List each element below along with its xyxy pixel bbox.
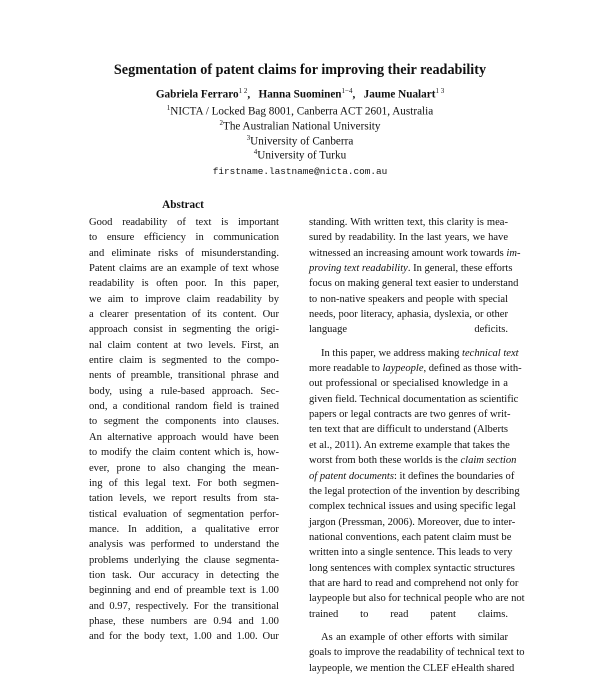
text-line (309, 591, 525, 606)
text-line (309, 392, 519, 407)
text-segment: standing. With written text, this clarity is mea- (309, 217, 508, 228)
text-segment: out professional or specialised knowledge in a (309, 378, 508, 390)
text-line (309, 499, 516, 514)
text-line (309, 246, 521, 261)
abstract-line: problems underlying the clause segmenta- (89, 554, 279, 566)
affiliation-line (0, 104, 600, 118)
text-segment: As an example of other efforts with similar (321, 631, 508, 643)
author-name: Hanna Suominen (258, 88, 342, 101)
text-line (309, 469, 515, 484)
affiliation-line (0, 134, 600, 148)
abstract-line: and 0.97, respectively. For the transitional (89, 600, 279, 612)
text-segment: laypeople, we mention the CLEF eHealth shared (309, 662, 515, 674)
text-line (309, 422, 508, 437)
text-segment: , defined as those with- (423, 363, 522, 375)
abstract-line: and eliminate risks of misunderstanding. (89, 247, 279, 259)
abstract-line: Patent claims are an example of text whose (89, 263, 279, 275)
author-list: Gabriela Ferraro$^{1 2}$, Hanna Suominen$^{1-4}$, Jaume Nualart$^{1 3}$ (155, 87, 445, 101)
abstract-heading: Abstract (162, 199, 204, 211)
paper-title: Segmentation of patent claims for improving their readability (113, 62, 487, 78)
contact-email: firstname.lastname@nicta.com.au (212, 166, 388, 177)
abstract-line: tion task. Our accuracy in detecting the (89, 569, 279, 581)
abstract-line: An alternative approach would have been (89, 431, 279, 443)
text-line (309, 630, 508, 645)
abstract-body (89, 215, 279, 645)
text-segment: ten text that are difficult to understand (Alberts (309, 424, 508, 436)
affiliation-text: University of Turku (257, 149, 347, 162)
text-segment: long sentences with complex syntactic structures (309, 562, 515, 574)
text-segment: focus on making general text easier to understand (309, 278, 519, 290)
text-line (309, 346, 519, 361)
text-segment: given field. Technical documentation as scientific (309, 393, 519, 405)
abstract-line: a clearer presentation of its content. Our (89, 309, 279, 321)
abstract-line: ing of this legal text. For both segmen- (89, 477, 279, 489)
author-affiliation-marker: 1−4 (341, 87, 353, 95)
text-segment: et al., 2011). An extreme example that takes the (309, 439, 510, 451)
text-line (309, 530, 512, 545)
intro-paragraph (309, 215, 521, 338)
text-line (309, 453, 517, 468)
abstract-line: beginning and end of preamble text is 1.00 (89, 585, 279, 597)
text-segment: to non-native speakers and people with special (309, 293, 508, 305)
emphasis-text: claim section (460, 455, 517, 467)
text-segment: goals to improve the readability of technical text to (309, 647, 525, 659)
text-segment: that are hard to read and comprehend not only for (309, 577, 519, 589)
affiliation-text: The Australian National University (222, 120, 381, 133)
text-line (309, 607, 508, 622)
emphasis-text: im- (506, 247, 521, 259)
affiliation-line (0, 119, 600, 133)
affiliation-marker: 1 (166, 104, 171, 112)
text-line (309, 545, 513, 560)
text-line (309, 484, 520, 499)
text-segment: : it defines the boundaries of (393, 470, 515, 482)
text-segment: jargon (Pressman, 2006). Moreover, due to inter- (309, 516, 516, 528)
text-line (309, 661, 515, 676)
affiliation-marker: 4 (253, 148, 258, 156)
abstract-line: analysis was performed to understand the (89, 539, 279, 551)
abstract-line: mance. In addition, a qualitative error (89, 523, 279, 535)
abstract-line: nents of preamble, transitional phrase and (89, 370, 279, 382)
text-line (309, 307, 508, 322)
text-segment: In this paper, we address making (321, 347, 463, 359)
abstract-line: and for the body text, 1.00 and 1.00. Our (89, 631, 279, 643)
abstract-line: Good readability of text is important (89, 217, 279, 228)
text-line (309, 515, 516, 530)
affiliation-line (0, 148, 600, 162)
text-segment: sured by readability. In the last years, we have (309, 232, 508, 244)
emphasis-text: technical text (462, 347, 519, 359)
text-line (309, 376, 508, 391)
author-name: Gabriela Ferraro (155, 88, 239, 101)
affiliation-text: University of Canberra (250, 135, 354, 148)
intro-paragraph (309, 630, 525, 676)
emphasis-text: laypeople (382, 363, 424, 375)
text-segment: worst from both these worlds is the (309, 455, 461, 467)
emphasis-text: of patent documents (309, 470, 394, 482)
text-line (309, 561, 515, 576)
text-segment: trained to read patent claims. (309, 608, 508, 620)
intro-paragraph (309, 346, 525, 622)
abstract-line: phase, these numbers are 0.94 and 1.00 (89, 615, 279, 627)
text-segment: more readable to (309, 363, 383, 375)
affiliation-marker: 2 (219, 119, 223, 127)
abstract-line: readability is often poor. In this paper, (89, 278, 279, 290)
text-segment: the legal protection of the invention by describing (309, 485, 520, 497)
abstract-line: to modify the claim content which is, how- (89, 447, 279, 459)
abstract-line: nal claim content at two levels. First, an (89, 339, 279, 351)
affiliation-marker: 3 (246, 134, 251, 142)
abstract-line: ond, a conditional random field is trained (89, 401, 279, 413)
abstract-line: ever, prone to also changing the mean- (89, 462, 279, 474)
text-line (309, 276, 519, 291)
text-line (309, 292, 508, 307)
emphasis-text: proving text readability (309, 263, 408, 275)
abstract-line: tation levels, we report results from sta- (89, 493, 279, 505)
text-segment: laypeople but also for technical people who are not (309, 593, 525, 605)
affiliation-text: NICTA / Locked Bag 8001, Canberra ACT 2601, Australia (170, 105, 434, 118)
author-affiliation-marker: 1 3 (435, 87, 445, 95)
abstract-line: tistical evaluation of segmentation perfor- (89, 508, 279, 520)
text-segment: witnessed an increasing amount work towards (309, 247, 507, 259)
author-name: Jaume Nualart (363, 88, 436, 101)
text-line (309, 361, 522, 376)
text-segment: language deficits. (309, 324, 508, 336)
abstract-line: body, using a rule-based approach. Sec- (89, 385, 279, 397)
abstract-line: to segment the components into clauses. (89, 416, 279, 428)
text-segment: complex technical issues and using specific legal (309, 501, 516, 513)
text-line (309, 576, 519, 591)
text-segment: written into a single sentence. This leads to very (309, 547, 513, 559)
text-line (309, 215, 508, 230)
text-segment: papers or legal contracts are two genres of writ- (309, 409, 511, 421)
text-line (309, 438, 508, 453)
text-line (309, 322, 508, 337)
text-line (309, 230, 508, 245)
abstract-line: to ensure efficiency in communication (89, 232, 279, 244)
abstract-line: we aim to improve claim readability by (89, 293, 279, 305)
text-line (309, 261, 513, 276)
text-segment: needs, poor literacy, aphasia, dyslexia, or other (309, 309, 508, 321)
introduction-body (309, 215, 525, 676)
text-line (309, 407, 511, 422)
text-segment: national conventions, each patent claim must be (309, 531, 512, 543)
author-affiliation-marker: 1 2 (238, 87, 248, 95)
text-line (309, 645, 525, 660)
abstract-line: entire claim is segmented to the compo- (89, 355, 279, 367)
abstract-line: approach consist in segmenting the origi- (89, 324, 279, 336)
text-segment: . In general, these efforts (407, 263, 513, 275)
